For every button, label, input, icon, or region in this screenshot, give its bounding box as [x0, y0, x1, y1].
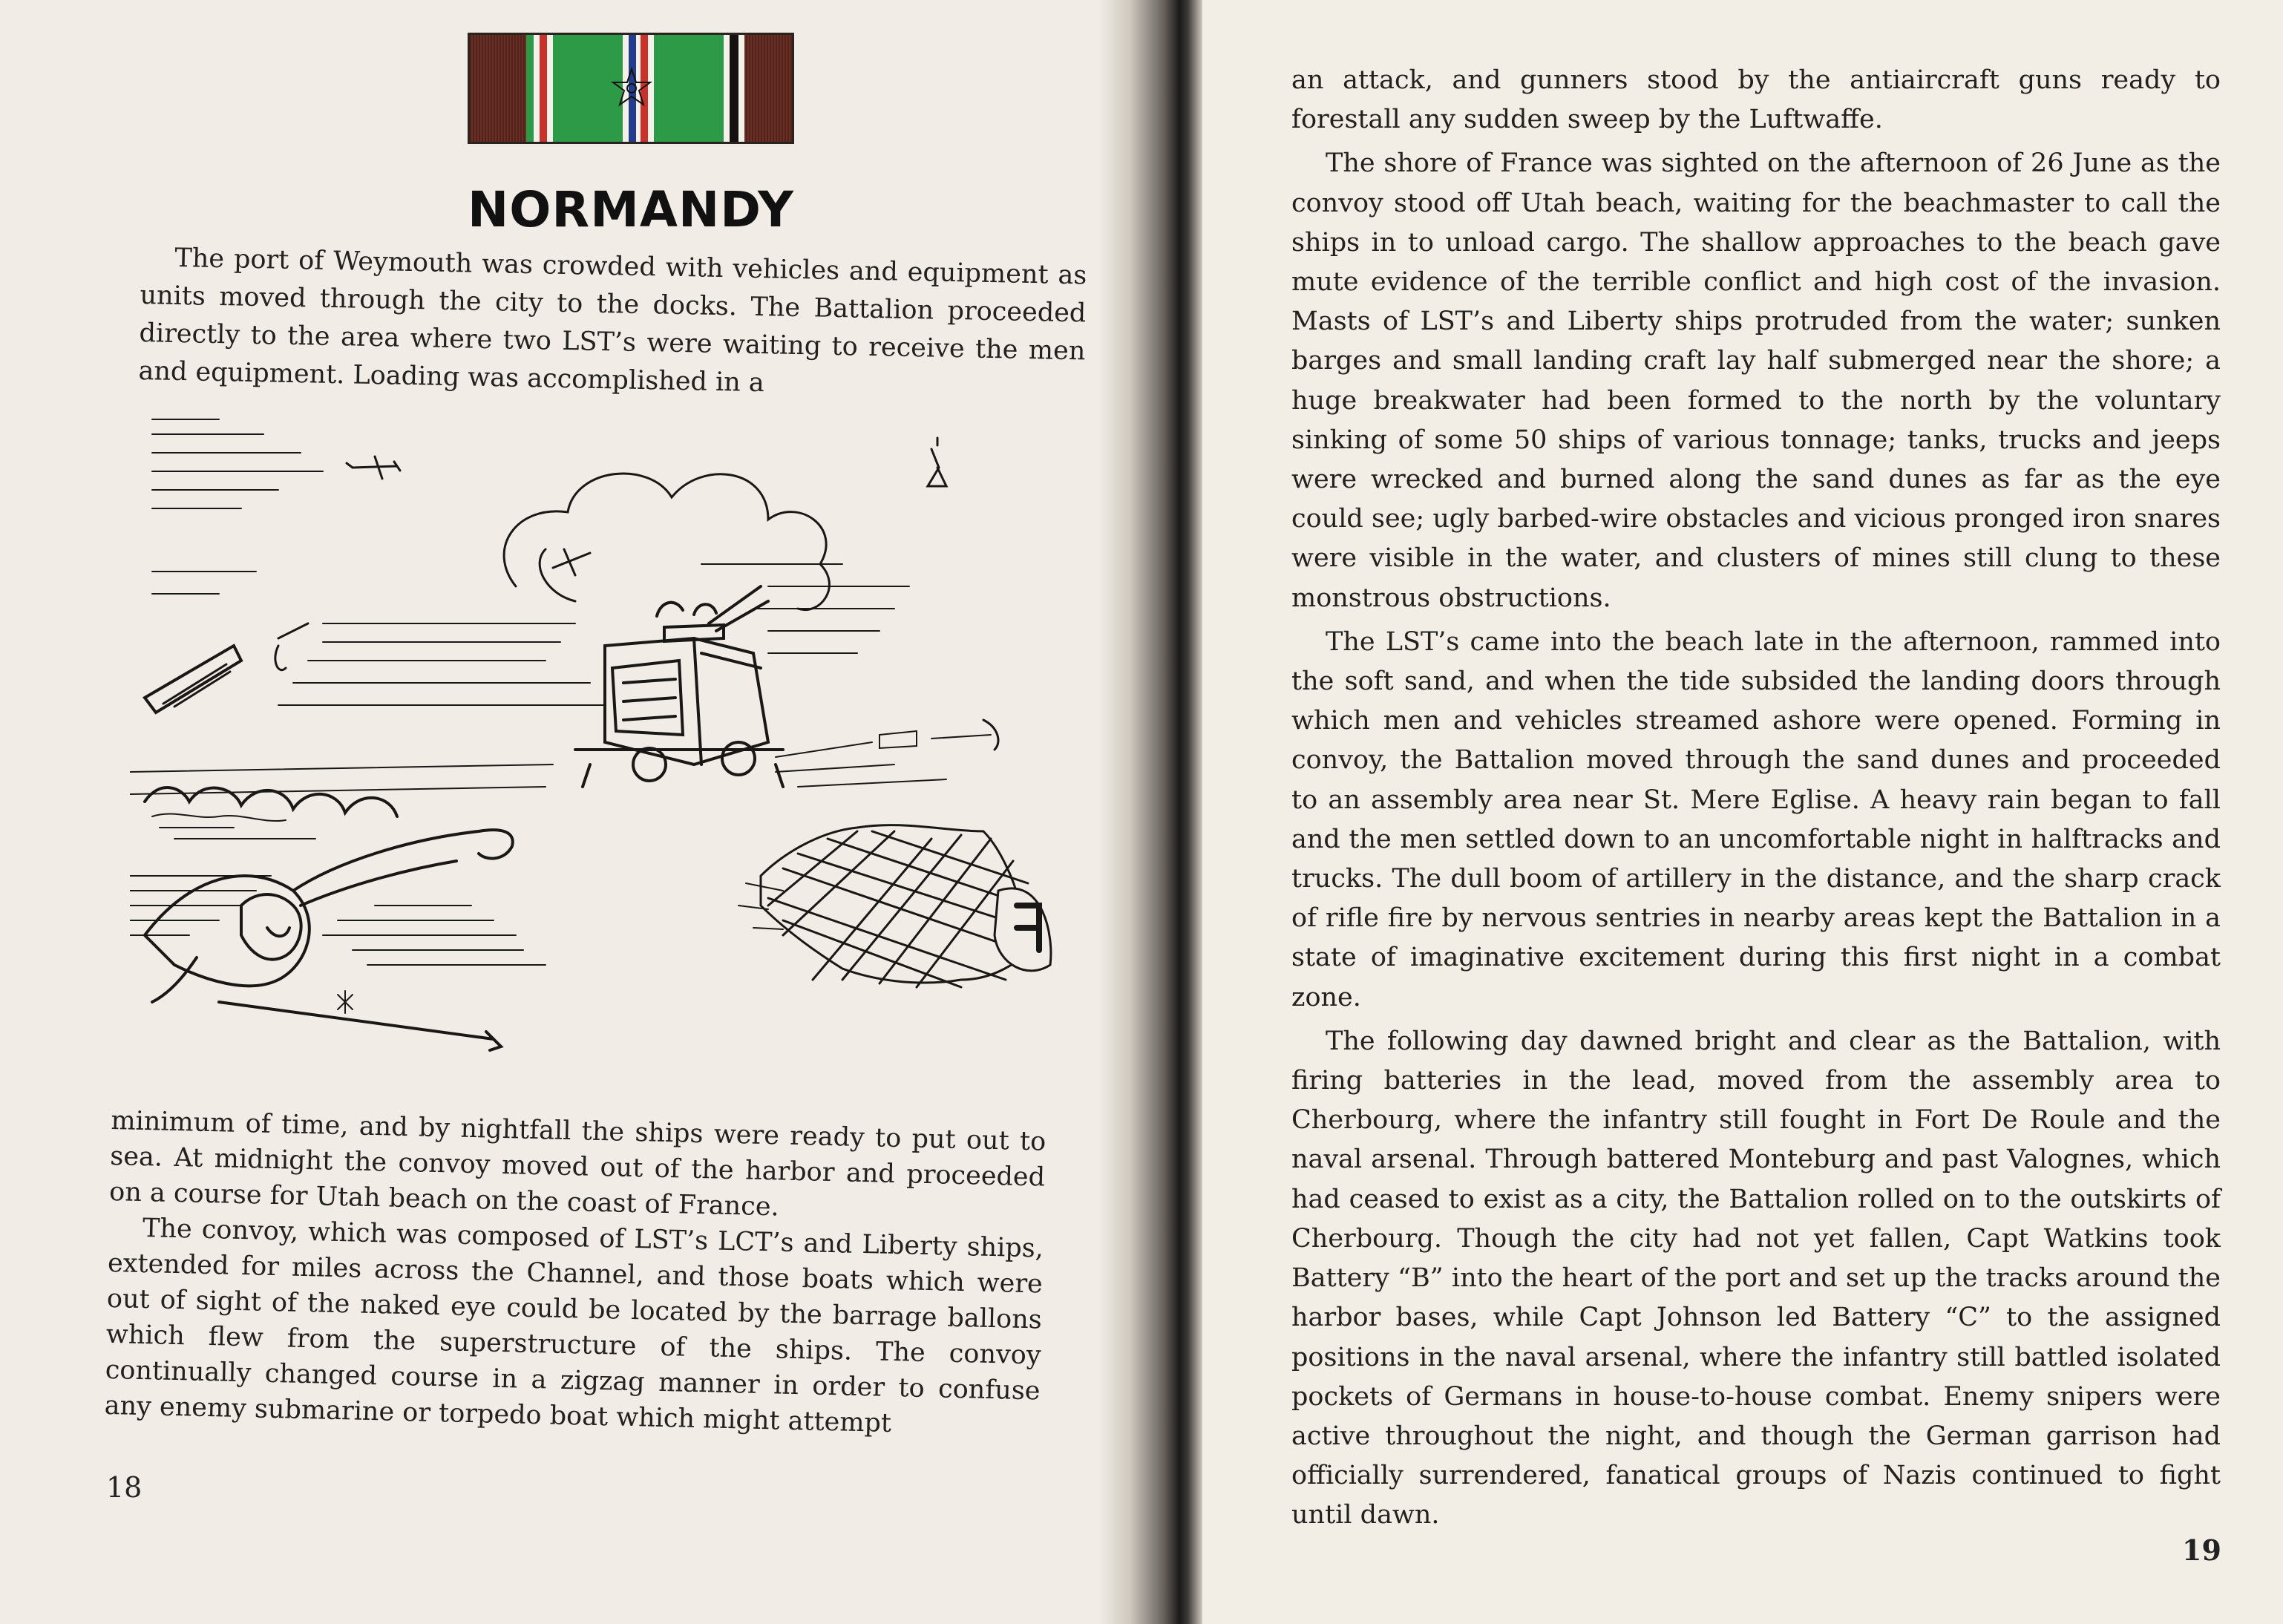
chapter-title: NORMANDY — [468, 181, 794, 238]
book-gutter — [1098, 0, 1202, 1624]
right-page-text — [1291, 61, 2221, 1536]
campaign-ribbon — [468, 33, 794, 144]
paragraph-text: The convoy, which was composed of LST’s LCT’s and Liberty ships, extended for miles across the Channel, and those boats which were out of sight of the naked eye could be located by the barrage ballons which flew from the superstructure of the ships. The convoy continually changed course in a zigzag manner in order to confuse any enemy submarine or torpedo boat which might attempt — [104, 1214, 1044, 1438]
left-page-paragraph-1 — [138, 239, 1087, 408]
illustration-drawing — [130, 416, 1054, 1099]
right-page — [1143, 0, 2283, 1624]
paragraph-text: minimum of time, and by nightfall the ships were ready to put out to sea. At midnight the convoy moved out of the harbor and proceeded on a course for Utah beach on the coast of France. — [108, 1105, 1046, 1222]
paragraph-text: The following day dawned bright and clear as the Battalion, with firing batteries in the lead, moved from the assembly area to Cherbourg, where the infantry still fought in Fort De Roule and the naval arsenal. Through battered Monteburg and past Valognes, which had ceased to exist as a city, the Battalion rolled on to the outskirts of Cherbourg. Though the city had not yet fallen, Capt Watkins took Battery “B” into the heart of the port and set up the tracks around the harbor bases, while Capt Johnson led Battery “C” to the assigned positions in the naval arsenal, where the infantry still battled isolated pockets of Germans in house-to-house combat. Enemy snipers were active throughout the night, and though the German garrison had officially surrendered, fanatical groups of Nazis continued to fight until dawn. — [1291, 1026, 2221, 1530]
paragraph-text: The shore of France was sighted on the afternoon of 26 June as the convoy stood off Utah beach, waiting for the beachmaster to call the ships in to unload cargo. The shallow approaches to the beach gave mute evidence of the terrible conflict and high cost of the invasion. Masts of LST’s and Liberty ships protruded from the water; sunken barges and small landing craft lay half submerged near the shore; a huge breakwater had been formed to the north by the voluntary sinking of some 50 ships of various tonnage; tanks, trucks and jeeps were wrecked and burned along the sand dunes as far as the eye could see; ugly barbed-wire obstacles and vicious pronged iron snares were visible in the water, and clusters of mines still clung to these monstrous obstructions. — [1291, 148, 2221, 613]
campaign-ribbon-graphic — [470, 35, 792, 142]
battle-illustration — [130, 416, 1054, 1099]
paragraph-text: The LST’s came into the beach late in the afternoon, rammed into the soft sand, and when the tide subsided the landing doors through which men and vehicles streamed ashore were opened. Forming in convoy, the Battalion moved through the sand dunes and proceeded to an assembly area near St. Mere Eglise. A heavy rain began to fall and the men settled down to an uncomfortable night in halftracks and trucks. The dull boom of artillery in the distance, and the sharp crack of rifle fire by nervous sentries in nearby areas kept the Battalion in a state of imaginative excitement during this first night in a combat zone. — [1291, 626, 2221, 1012]
paragraph-text: The port of Weymouth was crowded with vehicles and equipment as units moved through the city to the docks. The Battalion proceeded directly to the area where two LST’s were waiting to receive the men and equipment. Loading was accomplished in a — [138, 243, 1087, 399]
page-number-left: 18 — [106, 1471, 143, 1504]
left-page-paragraphs-bottom — [104, 1103, 1046, 1444]
paragraph-text: an attack, and gunners stood by the antiaircraft guns ready to forestall any sudden sweep by the Luftwaffe. — [1291, 65, 2221, 135]
page-number-right: 19 — [2182, 1533, 2221, 1567]
